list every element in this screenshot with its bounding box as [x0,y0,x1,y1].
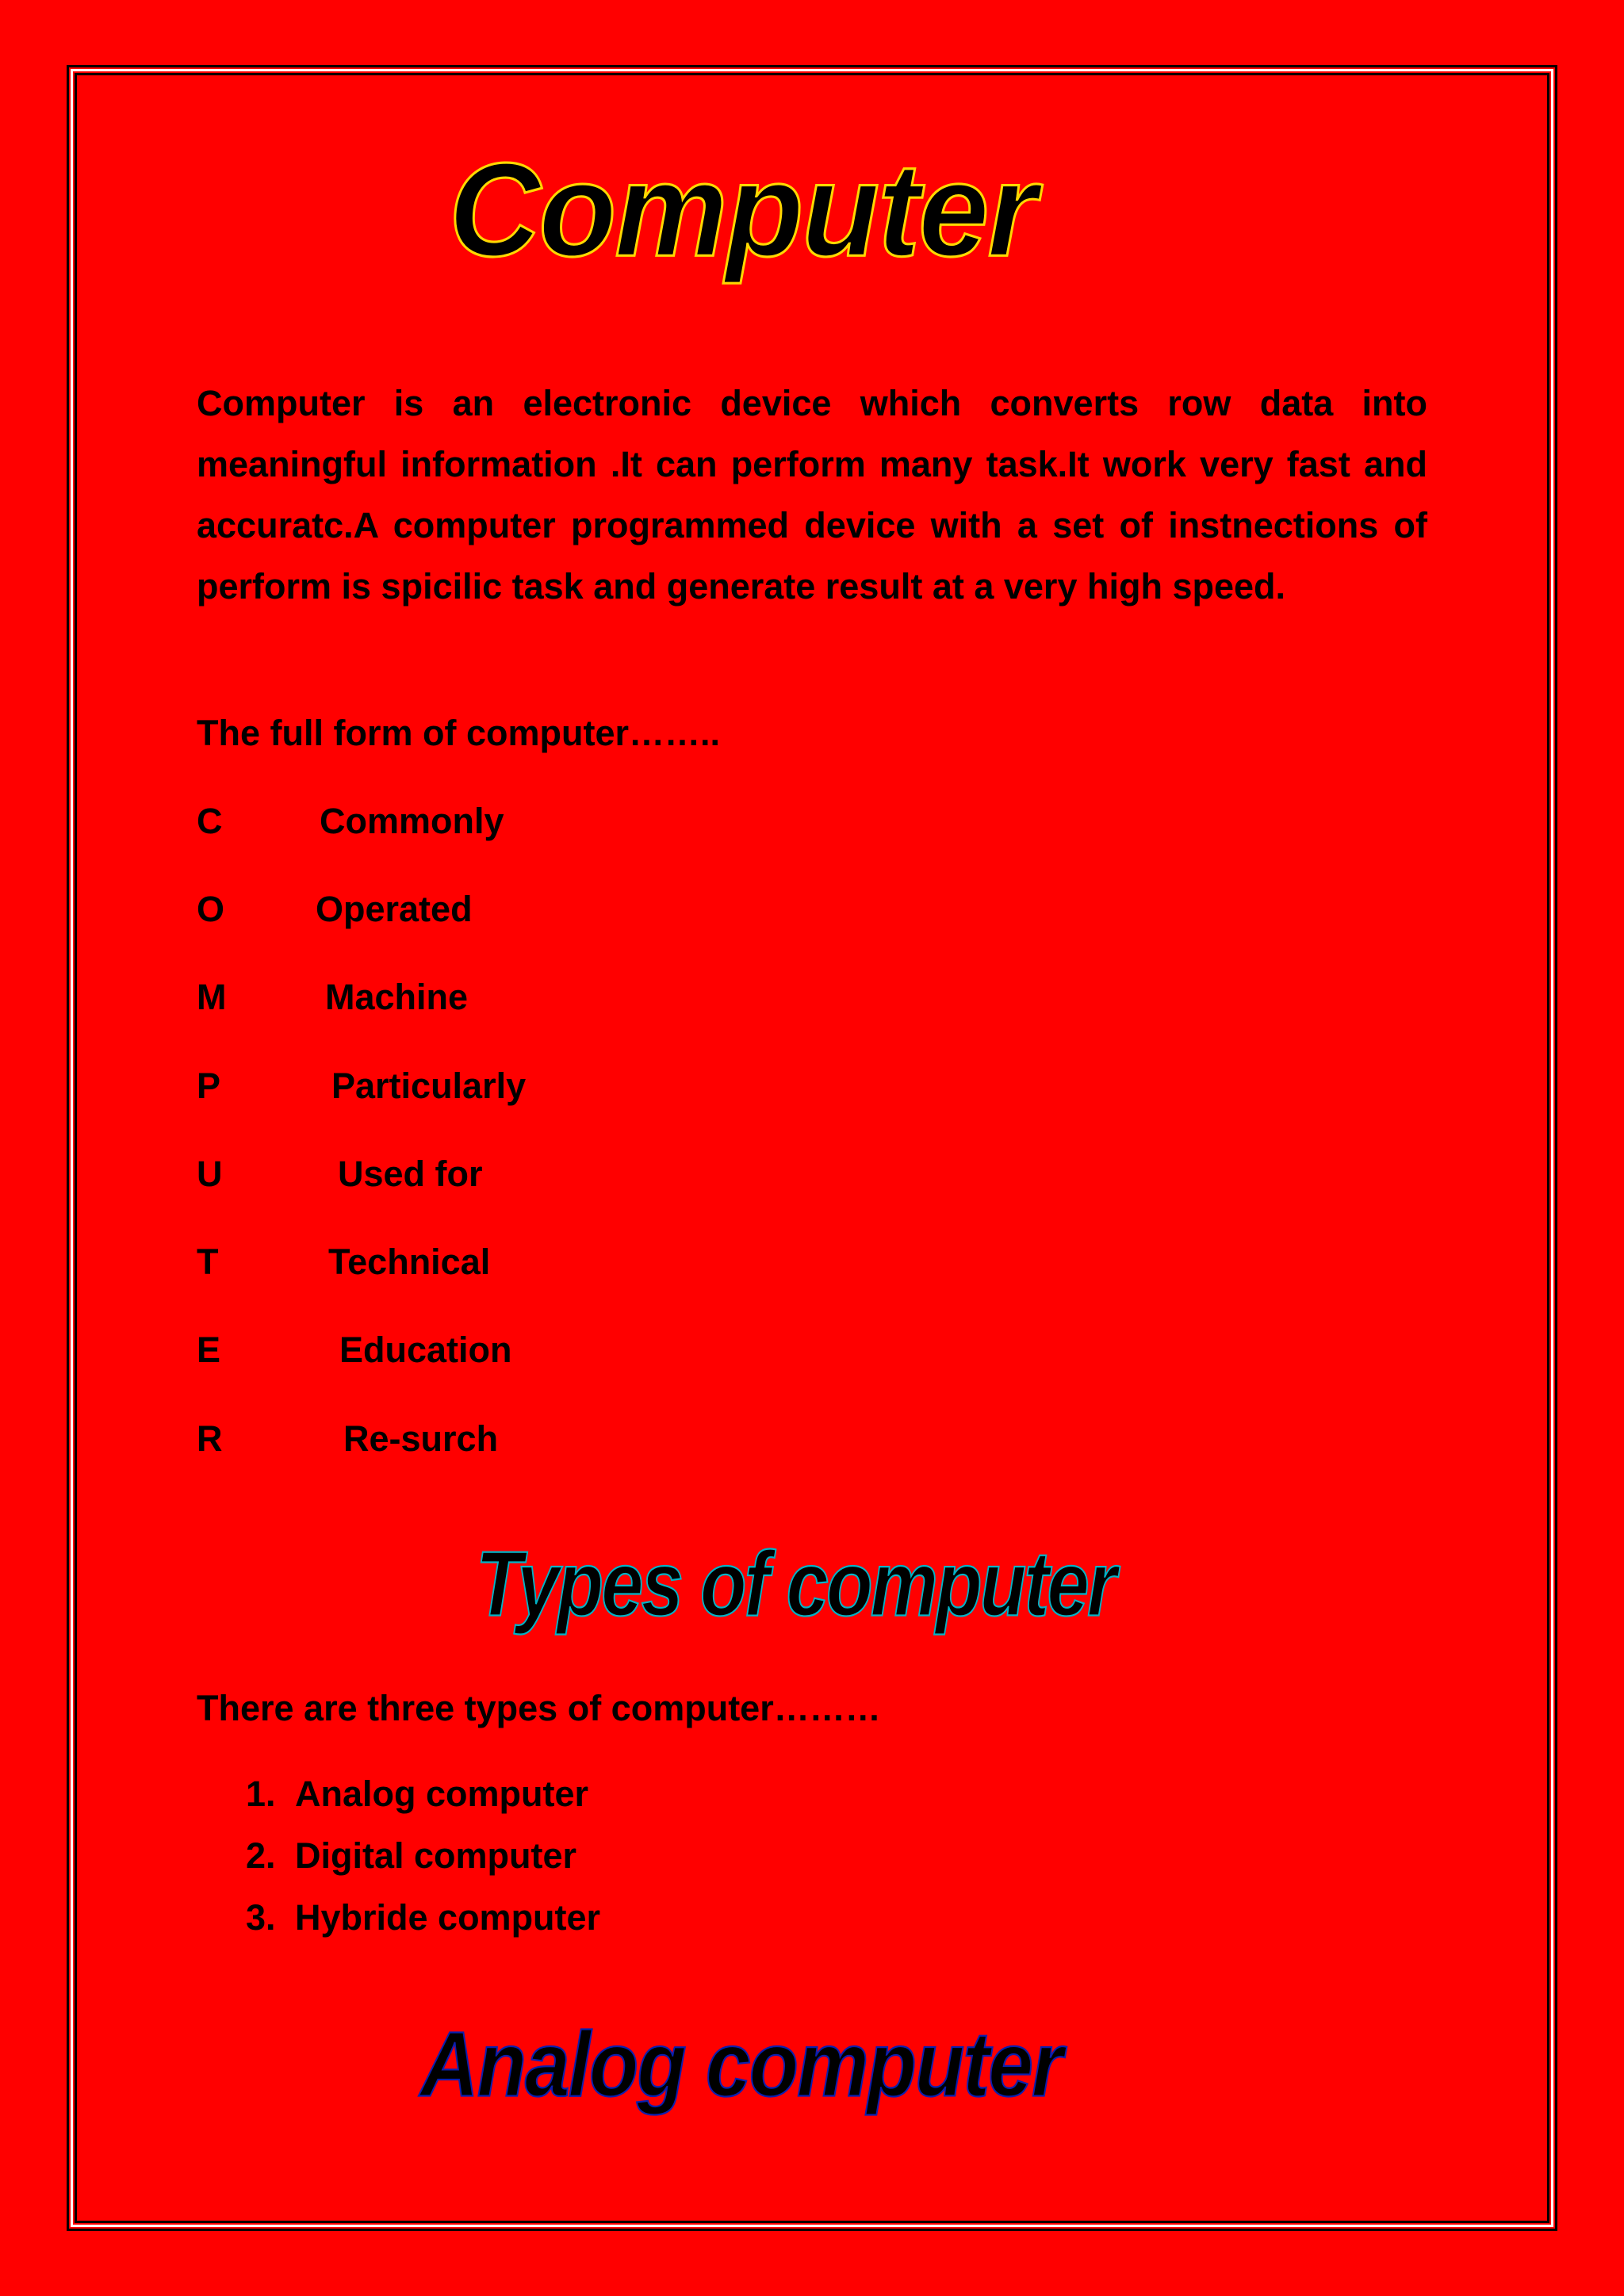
acronym-word: Commonly [320,801,504,841]
acronym-letter: C [197,801,223,841]
acronym-word: Technical [328,1242,491,1282]
list-label: Digital computer [295,1835,577,1876]
acronym-word: Used for [338,1154,483,1194]
list-label: Analog computer [295,1774,589,1814]
acronym-letter: E [197,1330,221,1370]
acronym-row [197,798,831,845]
acronym-row [197,1150,831,1198]
acronym-word: Education [339,1330,512,1370]
list-item [246,1832,600,1894]
list-label: Hybride computer [295,1897,601,1938]
acronym-row [197,1062,831,1110]
acronym-letter: R [197,1418,223,1459]
full-form-lead: The full form of computer…….. [197,713,720,753]
intro-paragraph: Computer is an electronic device which converts row data into meaningful information .It can perform many task.It work very fast and accuratc.A computer programmed device with a set of instnections of perform is spicilic task and generate result at a very high speed. [197,383,1427,607]
acronym-row [197,974,831,1021]
types-heading: Types of computer [476,1533,1115,1636]
list-number: 2. [246,1835,276,1876]
acronym-word: Particularly [331,1066,527,1106]
acronym-row [197,1238,831,1286]
acronym-word: Machine [325,977,469,1017]
list-item [246,1894,600,1956]
types-lead: There are three types of computer……… [197,1688,881,1728]
list-number: 1. [246,1774,276,1814]
acronym-letter: T [197,1242,219,1282]
types-list [246,1770,600,1956]
page-title: Computer [449,135,1036,285]
acronym-letter: P [197,1066,221,1106]
acronym-letter: O [197,889,225,929]
acronym-word: Re-surch [343,1418,499,1459]
acronym-row [197,1415,831,1463]
acronym-word: Operated [316,889,473,929]
list-number: 3. [246,1897,276,1938]
acronym-letter: U [197,1154,223,1194]
acronym-row [197,886,831,933]
acronym-row [197,1326,831,1374]
analog-heading: Analog computer [420,2013,1062,2117]
list-item [246,1770,600,1832]
acronym-letter: M [197,977,227,1017]
